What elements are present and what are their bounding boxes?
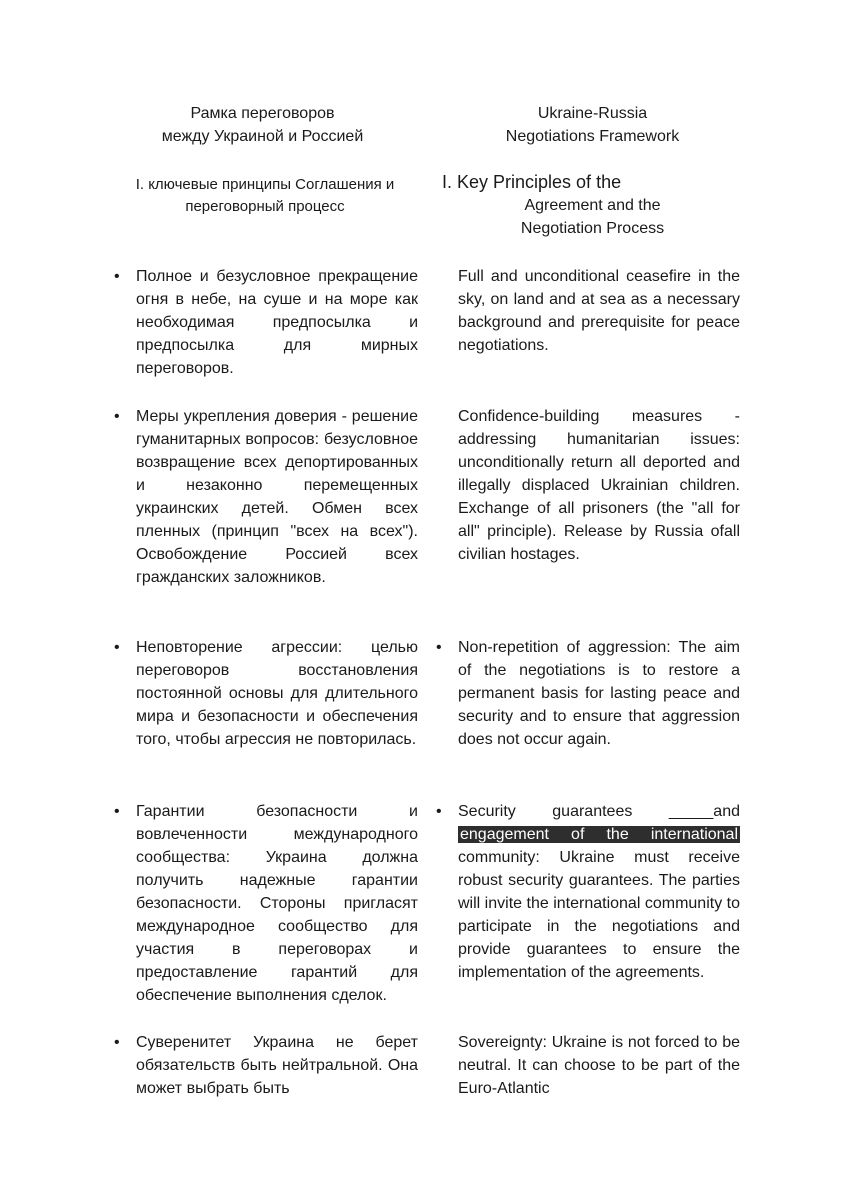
list-item-en-text-a: Security guarantees _____and: [458, 803, 740, 820]
title-en-line2: Negotiations Framework: [505, 128, 680, 145]
list-item-ru: [114, 800, 418, 1007]
title-en-line1: Ukraine-Russia: [537, 105, 648, 122]
list-item-ru-text: Неповторение агрессии: целью переговоров восстановления постоянной основы для длительного мира и безопасности и обеспечения того, чтобы агрессия не повторилась.: [136, 639, 418, 748]
list-item-ru: [114, 405, 418, 589]
list-item-ru: [114, 1031, 418, 1100]
section-heading-ru: [110, 174, 420, 218]
bullet: •: [114, 803, 120, 820]
highlighted-text: engagement of the international: [460, 826, 738, 843]
list-item-ru-text: Суверенитет Украина не берет обязательств быть нейтральной. Она может выбрать быть: [136, 1034, 418, 1097]
list-item-ru-text: Полное и безусловное прекращение огня в небе, на суше и на море как необходимая предпосылка и предпосылка для мирных переговоров.: [136, 268, 418, 377]
bullet: •: [114, 639, 120, 656]
bullet: •: [114, 268, 120, 285]
title-en: [440, 102, 745, 148]
list-item-ru-text: Меры укрепления доверия - решение гуманитарных вопросов: безусловное возвращение всех депортированных и незаконно перемещенных украинских детей. Обмен всех пленных (принцип "всех на всех"). Освобождение Россией всех гражданских заложников.: [136, 408, 418, 586]
list-item-en-text: Sovereignty: Ukraine is not forced to be neutral. It can choose to be part of the Euro-Atlantic: [458, 1034, 740, 1097]
list-item-ru: [114, 265, 418, 380]
section-en-line3: Negotiation Process: [520, 220, 665, 237]
bullet: •: [436, 639, 442, 656]
list-item-ru: [114, 636, 418, 751]
list-item-en-text: Full and unconditional ceasefire in the sky, on land and at sea as a necessary background and prerequisite for peace negotiations.: [458, 268, 740, 354]
list-item-en-text: Confidence-building measures - addressing humanitarian issues: unconditionally return all deported and illegally displaced Ukrainian children. Exchange of all prisoners (the "all for all" principle). Release by Russia ofall civilian hostages.: [458, 408, 740, 563]
list-item-en: [458, 265, 740, 357]
title-ru: [110, 102, 415, 148]
title-ru-line2: между Украиной и Россией: [161, 128, 364, 145]
list-item-en-text: [458, 800, 740, 984]
title-ru-line1: Рамка переговоров: [190, 105, 335, 122]
list-item-en: [458, 405, 740, 566]
section-en-line2: Agreement and the: [524, 197, 661, 214]
section-ru-line2: переговорный процесс: [185, 198, 345, 215]
bullet: •: [114, 408, 120, 425]
bullet: •: [436, 803, 442, 820]
bullet: •: [114, 1034, 120, 1051]
section-ru-line1: I. ключевые принципы Соглашения и: [135, 176, 395, 193]
list-item-en: [436, 636, 740, 751]
list-item-en: [436, 800, 740, 984]
list-item-ru-text: Гарантии безопасности и вовлеченности международного сообщества: Украина должна получить надежные гарантии безопасности. Стороны пригласят международное сообщество для участия в переговорах и предоставление гарантий для обеспечение выполнения сделок.: [136, 803, 418, 1004]
list-item-en-text-c: community: Ukraine must receive robust security guarantees. The parties will invite the international community to participate in the negotiations and provide guarantees to ensure the implementation of the agreements.: [458, 849, 740, 981]
list-item-en: [458, 1031, 740, 1100]
section-en-line1: I. Key Principles of the: [442, 172, 622, 192]
section-heading-en: [440, 171, 745, 240]
list-item-en-text: Non-repetition of aggression: The aim of the negotiations is to restore a permanent basis for lasting peace and security and to ensure that aggression does not occur again.: [458, 639, 740, 748]
